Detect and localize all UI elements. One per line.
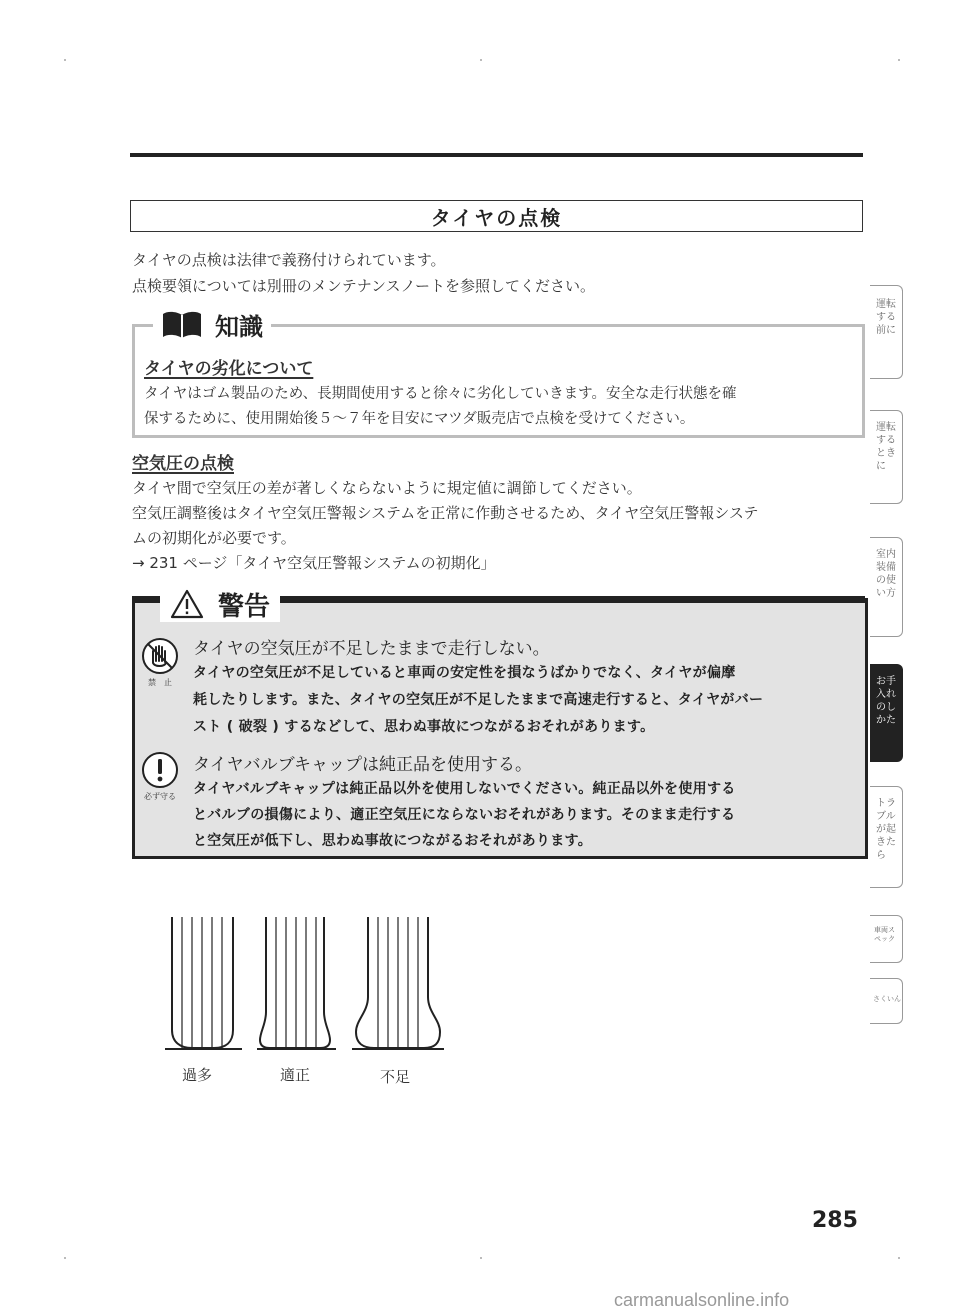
warning-title: 警告 [218,591,271,622]
warning-triangle-icon [170,589,204,619]
prohibited-hand-icon [140,636,180,676]
pressure-heading: 空気圧の点検 [132,454,234,474]
warning-header [160,586,280,622]
exclamation-icon [140,750,180,790]
top-rule [130,153,863,157]
crop-mark [898,59,900,61]
side-tab-index[interactable]: さくいん [870,978,903,1024]
knowledge-line: タイヤはゴム製品のため、長期間使用すると徐々に劣化していきます。安全な走行状態を確 [144,386,737,402]
side-tab-before-driving[interactable]: 運転する前に [870,285,903,379]
book-icon [161,310,203,340]
side-tab-trouble[interactable]: トラブルが起きたら [870,786,903,888]
crop-mark [64,59,66,61]
mandatory-caption: 必ず守る [144,792,176,801]
footer-watermark: carmanualsonline.info [614,1290,790,1310]
intro-line: 点検要領については別冊のメンテナンスノートを参照してください。 [132,277,596,295]
warning-item-heading: タイヤバルブキャップは純正品を使用する。 [193,755,532,775]
crop-mark [480,59,482,61]
tire-label-under: 不足 [380,1068,411,1086]
tire-overinflated-shape [165,917,242,1049]
side-tab-specs[interactable]: 車両スペック [870,915,903,963]
warning-item-line: と空気圧が低下し、思わぬ事故につながるおそれがあります。 [193,833,592,849]
side-tab-while-driving[interactable]: 運転するときに [870,410,903,504]
side-tab-maintenance[interactable]: お手入れのしかた [870,664,903,762]
pressure-line: ムの初期化が必要です。 [132,529,296,547]
knowledge-subhead: タイヤの劣化について [144,359,314,379]
crop-mark [64,1257,66,1259]
tire-pressure-illustration [160,912,450,1057]
warning-item-line: とバルブの損傷により、適正空気圧にならないおそれがあります。そのまま走行する [193,807,736,823]
knowledge-line: 保するために、使用開始後５〜７年を目安にマツダ販売店で点検を受けてください。 [144,411,695,427]
side-tab-interior[interactable]: 室内装備の使い方 [870,537,903,637]
crop-mark [898,1257,900,1259]
pressure-line: タイヤ間で空気圧の差が著しくならないように規定値に調節してください。 [132,479,642,497]
warning-item-line: 耗したりします。また、タイヤの空気圧が不足したままで高速走行すると、タイヤがバー [193,692,764,708]
crop-mark [480,1257,482,1259]
pressure-line: 空気圧調整後はタイヤ空気圧警報システムを正常に作動させるため、タイヤ空気圧警報システ [132,504,759,522]
section-title: タイヤの点検 [130,200,863,232]
knowledge-header [153,307,271,342]
tire-label-proper: 適正 [280,1066,311,1084]
warning-item-line: タイヤの空気圧が不足していると車両の安定性を損なうばかりでなく、タイヤが偏摩 [193,665,736,681]
warning-item-line: タイヤバルブキャップは純正品以外を使用しないでください。純正品以外を使用する [193,781,736,797]
tire-label-over: 過多 [182,1066,213,1084]
tire-proper-shape [257,917,336,1049]
page-reference-link[interactable]: → 231 ページ「タイヤ空気圧警報システムの初期化」 [132,554,496,572]
knowledge-title: 知識 [215,313,263,341]
page-number: 285 [812,1208,858,1233]
intro-line: タイヤの点検は法律で義務付けられています。 [132,251,446,269]
prohibited-caption: 禁 止 [148,678,172,687]
warning-item-line: スト ( 破裂 ) するなどして、思わぬ事故につながるおそれがあります。 [193,719,655,735]
warning-item-heading: タイヤの空気圧が不足したままで走行しない。 [193,639,550,659]
tire-underinflated-shape [352,917,444,1049]
